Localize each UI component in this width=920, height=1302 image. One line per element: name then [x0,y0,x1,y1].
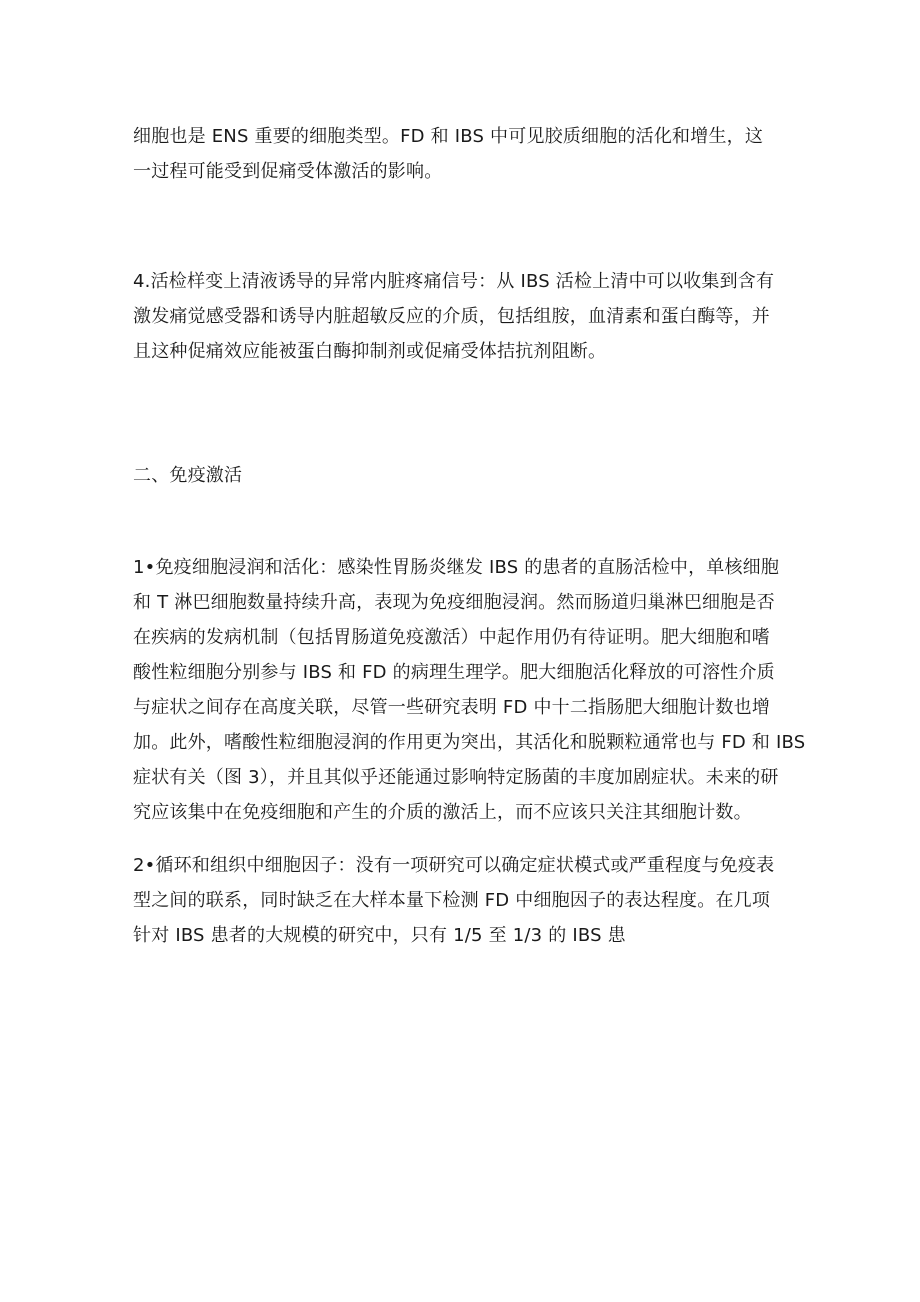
text-line: 在疾病的发病机制（包括胃肠道免疫激活）中起作用仍有待证明。肥大细胞和嗜 [133,627,770,648]
paragraph-biopsy-supernatant [133,264,803,369]
text-line: 加。此外，嗜酸性粒细胞浸润的作用更为突出，其活化和脱颗粒通常也与 FD 和 IBS [133,732,806,753]
heading-text: 二、免疫激活 [133,465,243,486]
text-line: 1•免疫细胞浸润和活化：感染性胃肠炎继发 IBS 的患者的直肠活检中，单核细胞 [133,557,780,578]
text-line: 4.活检样变上清液诱导的异常内脏疼痛信号：从 IBS 活检上清中可以收集到含有 [133,271,775,292]
text-line: 型之间的联系，同时缺乏在大样本量下检测 FD 中细胞因子的表达程度。在几项 [133,890,771,911]
text-line: 细胞也是 ENS 重要的细胞类型。FD 和 IBS 中可见胶质细胞的活化和增生，这 [133,126,764,147]
text-line: 2•循环和组织中细胞因子：没有一项研究可以确定症状模式或严重程度与免疫表 [133,855,775,876]
text-line: 症状有关（图 3），并且其似乎还能通过影响特定肠菌的丰度加剧症状。未来的研 [133,767,779,788]
text-line: 酸性粒细胞分别参与 IBS 和 FD 的病理生理学。肥大细胞活化释放的可溶性介质 [133,662,775,683]
text-line: 一过程可能受到促痛受体激活的影响。 [133,161,443,182]
text-line: 针对 IBS 患者的大规模的研究中，只有 1/5 至 1/3 的 IBS 患 [133,925,626,946]
paragraph-immune-cell-infiltration [133,550,806,830]
text-line: 和 T 淋巴细胞数量持续升高，表现为免疫细胞浸润。然而肠道归巢淋巴细胞是否 [133,592,775,613]
text-line: 且这种促痛效应能被蛋白酶抑制剂或促痛受体拮抗剂阻断。 [133,341,607,362]
section-heading-immune-activation [133,458,803,493]
text-line: 激发痛觉感受器和诱导内脏超敏反应的介质，包括组胺，血清素和蛋白酶等，并 [133,306,770,327]
paragraph-glial-cells [133,119,803,189]
text-line: 与症状之间存在高度关联，尽管一些研究表明 FD 中十二指肠肥大细胞计数也增 [133,697,771,718]
paragraph-cytokines [133,848,803,953]
text-line: 究应该集中在免疫细胞和产生的介质的激活上，而不应该只关注其细胞计数。 [133,802,752,823]
